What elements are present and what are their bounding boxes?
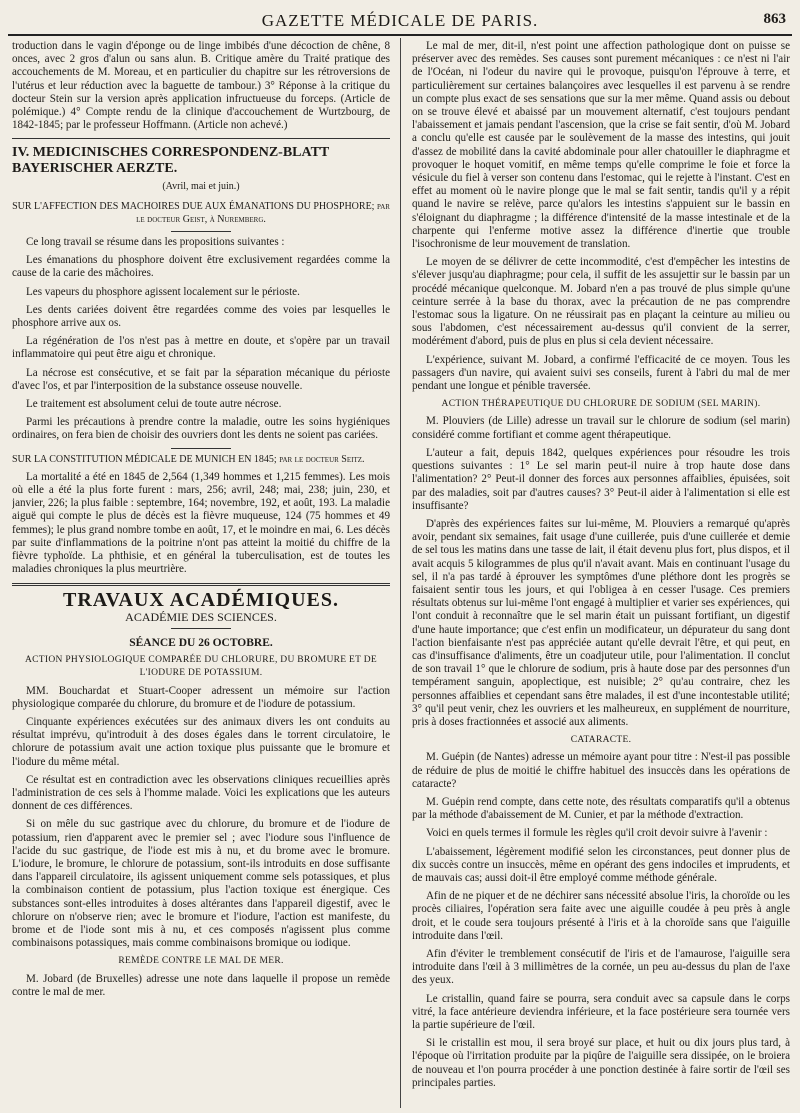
action-paragraph: MM. Bouchardat et Stuart-Cooper adressent un mémoire sur l'action physiologique comparée du chlorure, du bromure et de l'iodure de potassium.: [12, 684, 390, 710]
section-double-rule: [12, 583, 390, 586]
phosphore-paragraph: Le traitement est absolument celui de toute autre nécrose.: [26, 398, 282, 411]
cataracte-paragraph: M. Guépin (de Nantes) adresse un mémoire ayant pour titre : N'est-il pas possible de réduire de plus de moitié le chiffre habituel des insuccès dans les opérations de cataracte?: [412, 751, 790, 790]
phosphore-paragraph: Ce long travail se résume dans les propositions suivantes :: [26, 236, 285, 249]
right-column: [412, 40, 790, 1105]
left-column: [12, 40, 390, 1105]
page-header: [0, 8, 800, 34]
journal-title: GAZETTE MÉDICALE DE PARIS.: [261, 11, 539, 30]
cataracte-paragraph: Afin d'éviter le tremblement consécutif de l'iris et de l'amaurose, l'aiguille sera introduite dans l'œil à 3 millimètres de la cornée, un peu au-dessus du plan de l'axe des yeux.: [412, 948, 790, 987]
mer-paragraph: Le mal de mer, dit-il, n'est point une affection pathologique dont on puisse se préserver avec des remèdes. Ses causes sont purement mécaniques : ce n'est ni l'air de l'Océan, ni l'odeur du navire qui le provoque, puisqu'on l'éprouve à terre, et particulièrement sur certaines balançoires avec lesquelles il est parvenu à se rendre un compte plus exact de ses sensations que sur la mer même. Quand assis ou debout on se trouve élevé et abaissé par un mouvement alternatif, c'est toujours pendant l'abaissement et jamais pendant l'ascension, que la crise se fait sentir, d'où M. Jobard a conclu qu'elle est causée par le soulèvement de la masse des intestins, qui jouit d'assez de mobilité dans la cavité abdominale pour aller chatouiller le diaphragme et provoquer le hoquet vomitif, en même temps qu'elle comprime le foie et force la vésicule du fiel à verser son contenu dans l'estomac, qui le rejette à l'instant. C'est en effet au moment où le navire plonge que le mal se fait sentir, tandis qu'il y a répit quand le navire se relève, parce qu'alors les intestins s'appuient sur le bassin en s'éloignant du diaphragme ; la différence d'intensité de la masse intestinale et de la charpente qui l'enferme motive assez la différence d'inertie que trouble l'isochronisme de leur mouvement de translation.: [412, 40, 790, 251]
action-paragraph: Si on mêle du suc gastrique avec du chlorure, du bromure et de l'iodure de potassium, rien d'apparent avec le premier sel ; avec l'iodure sous l'influence de l'acide du suc gastrique, de l'iode est mis à nu, et du brome avec le bromure. L'iodure, le bromure, le chlorure de potassium, sont-ils introduits en dose suffisante dans l'appareil circulatoire, ils agissent uniquement comme sels potassiques, et plus la combinaison contient de potassium, plus l'action toxique est énergique. Ces substances sont-elles introduites à doses altérantes dans l'appareil digestif, avec le chlorure on n'observe rien; avec le bromure et l'iodure, l'action est manifeste, du brome et de l'iode sont mis à nu, et ces composés n'agissent plus comme combinaisons potassiques, mais comme combinaisons bromique ou iodique.: [12, 818, 390, 950]
cataracte-paragraph: Voici en quels termes il formule les règles qu'il croit devoir suivre à l'avenir :: [426, 827, 768, 840]
phosphore-paragraph: Les émanations du phosphore doivent être exclusivement regardées comme la cause de la carie des mâchoires.: [12, 254, 390, 280]
cataracte-paragraph: Si le cristallin est mou, il sera broyé sur place, et huit ou dix jours plus tard, à l'époque où l'irritation produite par la piqûre de l'aiguille sera dissipée, on le broiera de nouveau et l'on pourra procéder à une ponction destinée à faire sortir de l'œil ses principales parties.: [412, 1037, 790, 1089]
section4-date: (Avril, mai et juin.): [162, 181, 240, 193]
seance-title: SÉANCE DU 26 OCTOBRE.: [129, 636, 273, 649]
phosphore-paragraph: La nécrose est consécutive, et se fait par la séparation mécanique du périoste d'avec l'os, et par l'interposition de la substance osseuse nouvelle.: [12, 366, 390, 392]
action-title: ACTION PHYSIOLOGIQUE COMPARÉE DU CHLORURE, DU BROMURE ET DE L'IODURE DE POTASSIUM.: [24, 655, 378, 679]
cataracte-paragraph: Afin de ne piquer et de ne déchirer sans nécessité absolue l'iris, la choroïde ou les procès ciliaires, l'opération sera faite avec une aiguille coudée à peu près à angle droit, et le coude sera toujours présenté à l'iris et à la choroïde sans que l'aiguille introduite dans l'œil.: [412, 890, 790, 942]
action-paragraph: Ce résultat est en contradiction avec les observations cliniques recueillies après l'administration de ces sels à l'homme malade. Voici les explications que les auteurs donnent de ces différences.: [12, 773, 390, 813]
phosphore-paragraph: Les vapeurs du phosphore agissent localement sur le périoste.: [26, 285, 300, 298]
phosphore-paragraph: La régénération de l'os n'est pas à mettre en doute, et s'opère par un travail inflammatoire qui peut être aigu et chronique.: [12, 335, 390, 361]
divider: [12, 138, 390, 139]
short-rule: [171, 231, 231, 232]
phosphore-paragraph: Parmi les précautions à prendre contre la maladie, outre les soins hygiéniques ordinaires, on fera bien de choisir des ouvriers dont les dents ne soient pas cariées.: [12, 416, 390, 442]
header-rule: [8, 34, 792, 36]
sodium-paragraph: M. Plouviers (de Lille) adresse un travail sur le chlorure de sodium (sel marin) considéré comme fortifiant et comme agent thérapeutique.: [412, 415, 790, 441]
sodium-paragraph: D'après des expériences faites sur lui-même, M. Plouviers a remarqué qu'après avoir, pendant six semaines, fait usage d'une cuillerée, puis d'une cuillerée et demie de sel tous les matins dans une tasse de lait, il était devenu plus fort, plus dispos, et il avait acquis 5 kilogrammes de plus qu'il n'avait avant. Mais en continuant l'usage du sel, il n'a pas tardé à éprouver les symptômes d'une pléthore dont les progrès se faisaient sentir tous les jours, et qui l'obligea à en cesser l'usage. Ces premiers résultats obtenus sur lui-même l'ont engagé à multiplier et varier ses expériences, qui l'ont conduit à reconnaître que le sel marin était un puissant fortifiant, un digestif d'une haute importance; que c'est enfin un modificateur, un dépurateur du sang dont l'action bienfaisante n'est pas appréciée autant qu'elle devrait l'être, et qui peut, en cas d'insuffisance d'aliments, être un coadjuteur utile, pour l'alimentation. Il conclut de son travail 1° que le chlorure de sodium, pris à haute dose par des personnes d'un tempérament sanguin, apoplectique, est nuisible; 2° qu'au contraire, chez les personnes affaiblies et cependant sans être malades, il est d'une incontestable utilité; 3° qu'il peut venir, chez les ouvriers et les malheureux, en supplément de nourriture, pris à doses fractionnées et associé aux aliments.: [412, 517, 790, 728]
academie-title: ACADÉMIE DES SCIENCES.: [125, 609, 277, 624]
travaux-title: TRAVAUX ACADÉMIQUES.: [63, 588, 339, 611]
section4-title: IV. MEDICINISCHES CORRESPONDENZ-BLATT BAYERISCHER AERZTE.: [12, 145, 330, 177]
remede-title: REMÈDE CONTRE LE MAL DE MER.: [118, 956, 284, 967]
cataracte-paragraph: Le cristallin, quand faire se pourra, sera conduit avec sa capsule dans le corps vitré, la face antérieure deviendra inférieure, et la face postérieure sera tournée vers la partie supérieure de l'œil.: [412, 992, 790, 1032]
phosphore-paragraph: Les dents cariées doivent être regardées comme des voies par lesquelles le phosphore arrive aux os.: [12, 303, 390, 330]
intro-paragraph: troduction dans le vagin d'éponge ou de linge imbibés d'une décoction de chêne, 8 onces, avec 2 gros d'alun ou sans alun. B. Critique amère du Traité pratique des accouchements de M. Moreau, et en particulier du chapitre sur les rétroversions de l'utérus et leur réduction avec la baguette de tambour.) 3° Réponse à la critique du docteur Stein sur la version après application infructueuse du forceps. (Article de polémique.) 4° Compte rendu de la clinique d'accouchement de Wurtzbourg, de 1842-1845; par le professeur Hoffmann. (Article non achevé.): [12, 40, 390, 132]
column-separator: [400, 38, 401, 1108]
munich-paragraph: La mortalité a été en 1845 de 2,564 (1,349 hommes et 1,215 femmes). Les mois où elle a été la plus forte furent : mars, 256; avril, 248; mai, 238; juin, 230, et janvier, 226; la plus faible : septembre, 164; novembre, 192, et août, 193. La maladie aiguë qui compte le plus de décès est la fièvre muqueuse, 124 (75 hommes et 49 femmes); le plus grand nombre tombe en août, 17, et le moindre en mai, 6. Les décès par suite d'inflammations de la poitrine n'ont pas atteint la moitié du chiffre de la fièvre typhoïde. La phthisie, et en général la tuberculisation, est de toutes les maladies chroniques la plus meurtrière.: [12, 470, 390, 576]
short-rule: [171, 448, 231, 449]
cataracte-paragraph: M. Guépin rend compte, dans cette note, des résultats comparatifs qu'il a obtenus par la méthode d'abaissement de M. Cunier, et par la méthode d'extraction.: [412, 795, 790, 822]
phosphore-title: SUR L'AFFECTION DES MACHOIRES DUE AUX ÉMANATIONS DU PHOSPHORE; par le docteur Geist, à Nuremberg.: [12, 200, 390, 225]
cataracte-title: CATARACTE.: [570, 735, 632, 746]
remede-paragraph: M. Jobard (de Bruxelles) adresse une note dans laquelle il propose un remède contre le mal de mer.: [12, 972, 390, 998]
sodium-paragraph: L'auteur a fait, depuis 1842, quelques expériences pour résoudre les trois questions suivantes : 1° Le sel marin peut-il nuire à trop haute dose dans l'alimentation? 2° Peut-il donner des forces aux personnes affaiblies, épuisées, soit par des maladies, soit par d'autres causes? 3° Peut-il aider à l'alimentation si elle est insuffisante?: [412, 446, 790, 512]
mer-paragraph: Le moyen de se délivrer de cette incommodité, c'est d'empêcher les intestins de s'élever jusqu'au diaphragme; pour cela, il suffit de les assujettir sur le bassin par un procédé mécanique quelconque. M. Jobard n'en a pas trouvé de plus simple qu'une ceinture serrée à la base du thorax, avec la précaution de ne pas comprendre l'estomac sous la ligature. On ne réussirait pas en plaçant la ceinture au milieu ou sous l'abdomen, c'est nécessairement au-dessus qu'il convient de la serrer, modérément d'abord, puis de plus en plus si cela devient nécessaire.: [412, 256, 790, 348]
sodium-title: ACTION THÉRAPEUTIQUE DU CHLORURE DE SODIUM (SEL MARIN).: [441, 399, 761, 410]
mer-paragraph: L'expérience, suivant M. Jobard, a confirmé l'efficacité de ce moyen. Tous les passagers d'un navire, qui avaient suivi ses conseils, furent à l'abri du mal de mer pendant une longue et pénible traversée.: [412, 353, 790, 393]
page-number: 863: [763, 11, 786, 27]
short-rule: [171, 628, 231, 629]
cataracte-paragraph: L'abaissement, légèrement modifié selon les circonstances, peut donner plus de dix succès contre un insuccès, même en opérant des gens indociles et imprudents, et de mauvais cas; aussi doit-il être employé comme méthode générale.: [412, 845, 790, 884]
action-paragraph: Cinquante expériences exécutées sur des animaux divers les ont conduits au résultat imprévu, qu'introduit à des doses égales dans le torrent circulatoire, le chlorure de potassium avait une action toxique plus puissante que le bromure et l'iodure du même métal.: [12, 715, 390, 768]
munich-title: SUR LA CONSTITUTION MÉDICALE DE MUNICH EN 1845; par le docteur Seitz.: [12, 453, 365, 465]
